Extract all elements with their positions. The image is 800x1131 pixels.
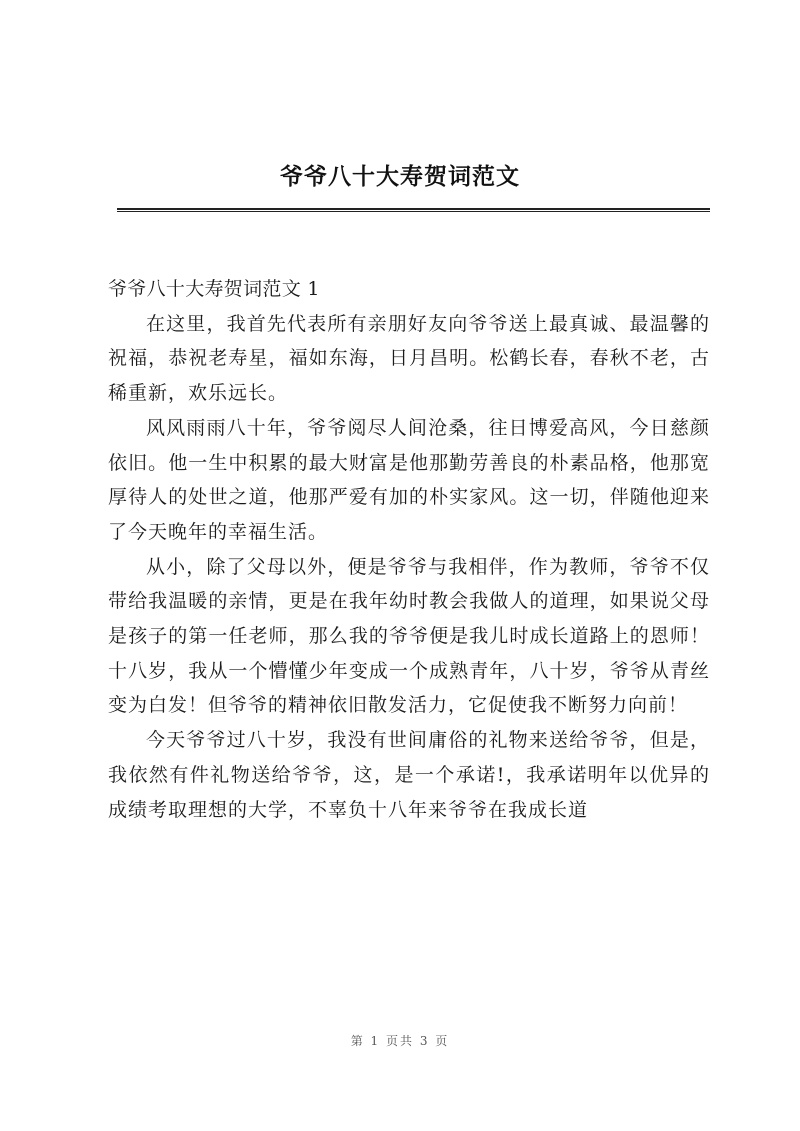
page-number-footer: 第 1 页共 3 页 <box>350 1034 450 1048</box>
document-body <box>108 272 710 827</box>
paragraph-1: 在这里，我首先代表所有亲朋好友向爷爷送上最真诚、最温馨的祝福，恭祝老寿星，福如东海，日月昌明。松鹤长春，春秋不老，古稀重新，欢乐远长。 <box>108 312 710 405</box>
paragraph-3: 从小，除了父母以外，便是爷爷与我相伴，作为教师，爷爷不仅带给我温暖的亲情，更是在我年幼时教会我做人的道理，如果说父母是孩子的第一任老师，那么我的爷爷便是我儿时成长道路上的恩师！十八岁，我从一个懵懂少年变成一个成熟青年，八十岁，爷爷从青丝变为白发！但爷爷的精神依旧散发活力，它促使我不断努力向前！ <box>108 555 710 717</box>
section-heading: 爷爷八十大寿贺词范文 1 <box>108 278 320 300</box>
document-title: 爷爷八十大寿贺词范文 <box>280 163 520 190</box>
paragraph-2: 风风雨雨八十年，爷爷阅尽人间沧桑，往日博爱高风，今日慈颜依旧。他一生中积累的最大财富是他那勤劳善良的朴素品格，他那宽厚待人的处世之道，他那严爱有加的朴实家风。这一切，伴随他迎来了今天晚年的幸福生活。 <box>108 416 710 543</box>
paragraph-4: 今天爷爷过八十岁，我没有世间庸俗的礼物来送给爷爷，但是，我依然有件礼物送给爷爷，这，是一个承诺!，我承诺明年以优异的成绩考取理想的大学，不辜负十八年来爷爷在我成长道 <box>108 729 710 821</box>
title-divider <box>117 208 710 212</box>
